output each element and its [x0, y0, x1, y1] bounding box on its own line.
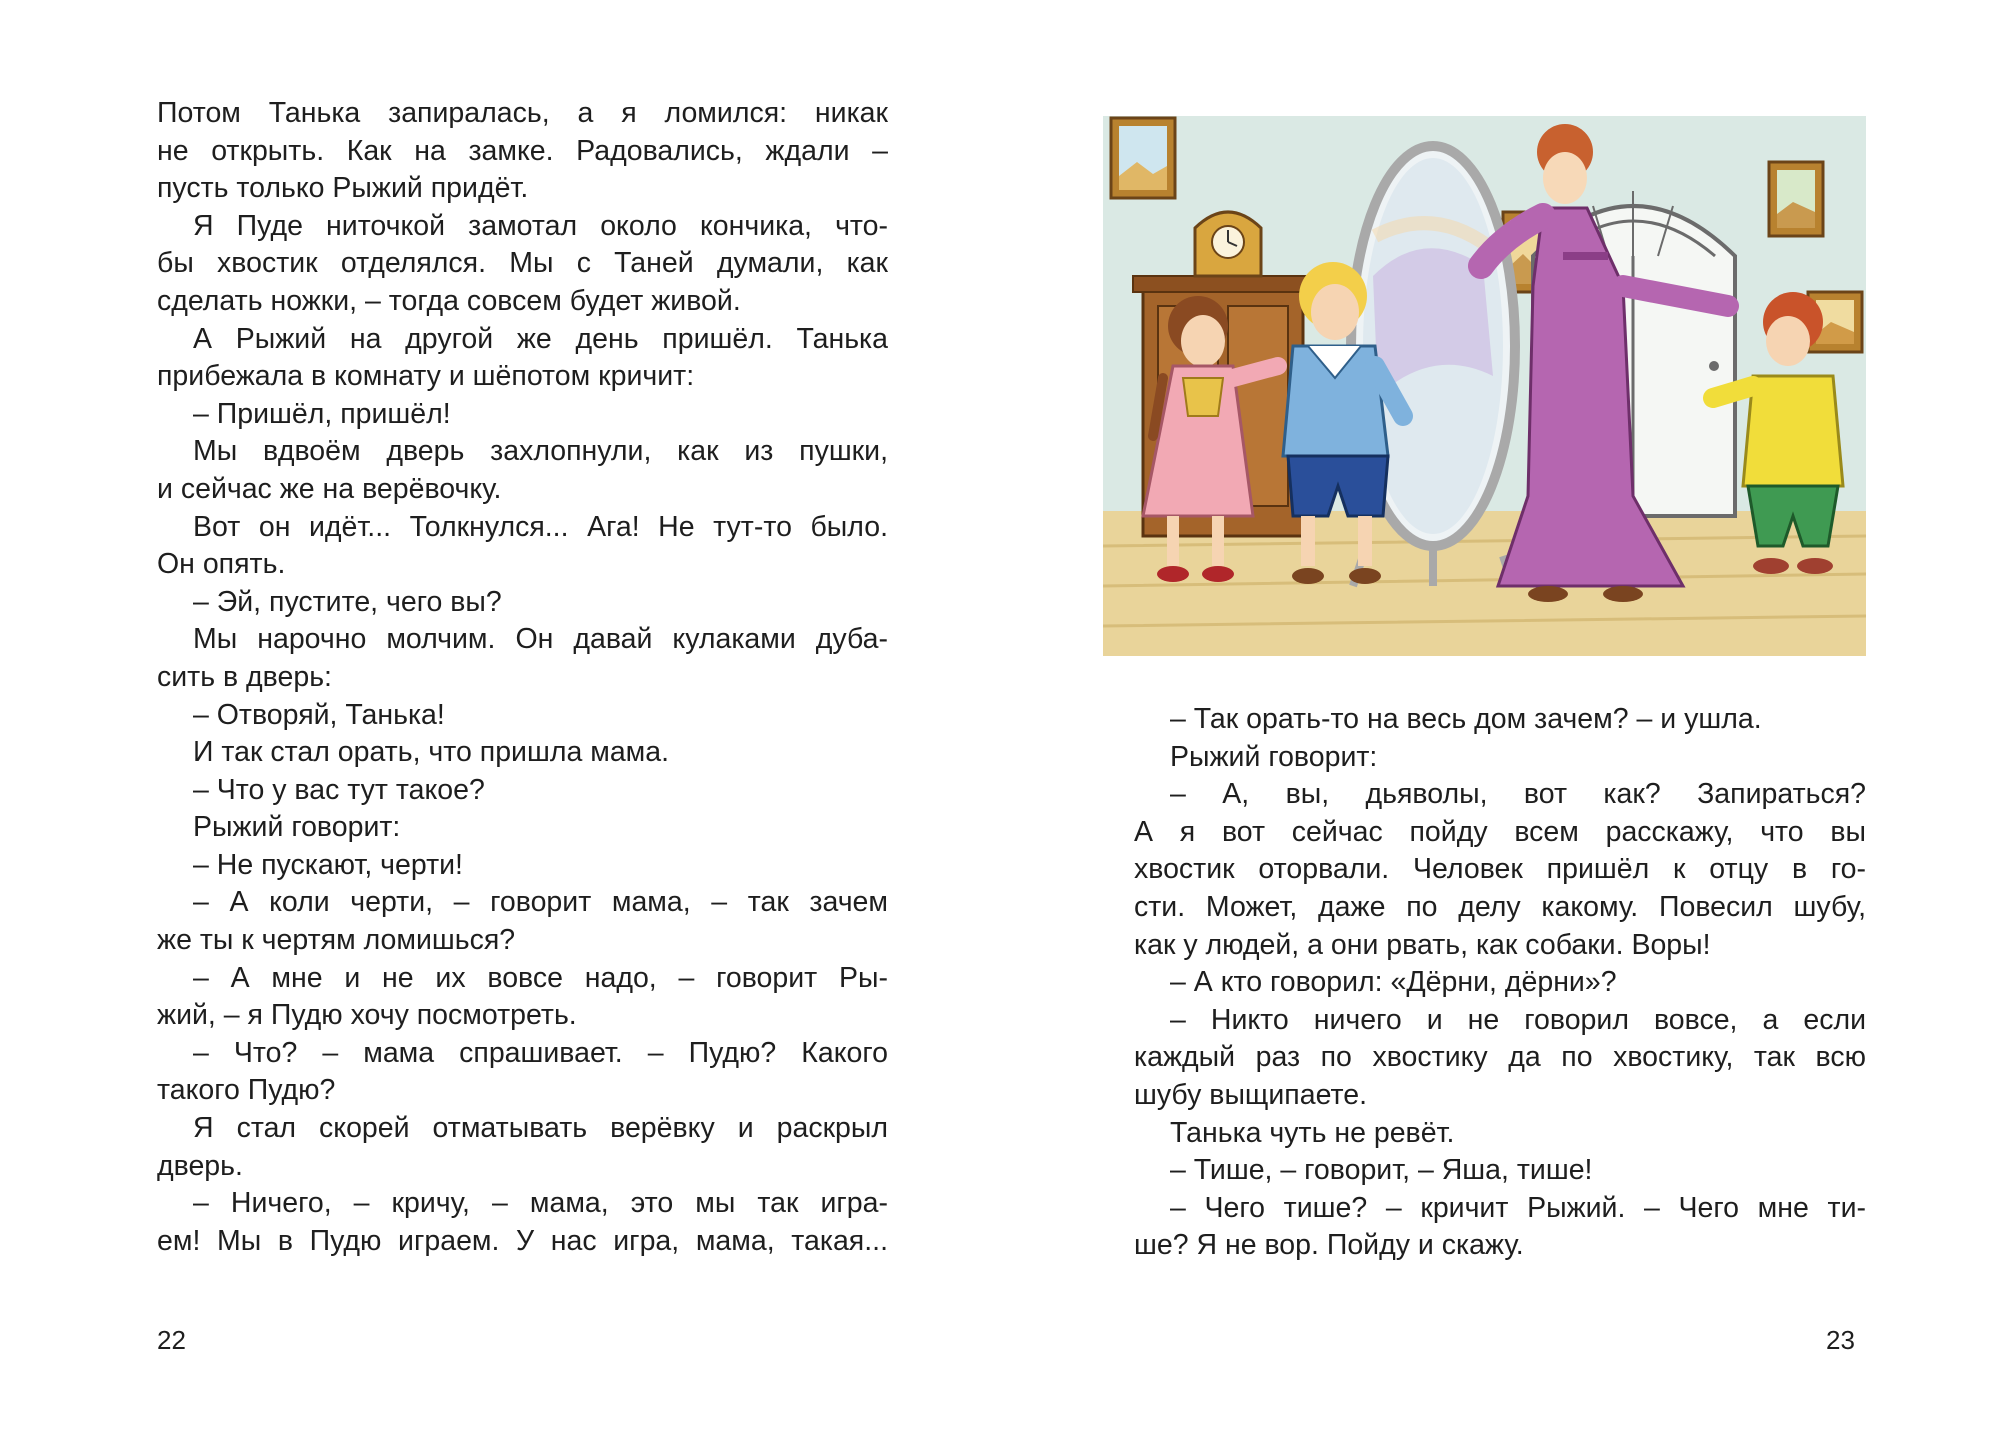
text-line: – Что у вас тут такое?: [193, 773, 485, 806]
text-line: Потом Танька запиралась, а я ломился: никак: [157, 97, 888, 129]
text-line: пусть только Рыжий придёт.: [157, 172, 529, 205]
text-line: как у людей, а они рвать, как собаки. Воры!: [1134, 928, 1711, 961]
text-line: – Тише, – говорит, – Яша, тише!: [1170, 1154, 1593, 1187]
text-line: Я стал скорей отматывать верёвку и раскрыл: [193, 1112, 888, 1145]
text-line: А Рыжий на другой же день пришёл. Танька: [193, 322, 888, 355]
text-line: – Так орать-то на весь дом зачем? – и ушла.: [1170, 703, 1762, 735]
text-line: и сейчас же на верёвочку.: [157, 472, 502, 505]
text-line: – Пришёл, пришёл!: [193, 397, 451, 430]
right-page-text: [1134, 701, 1866, 1265]
story-illustration: [1103, 116, 1866, 656]
text-line: – Не пускают, черти!: [193, 848, 463, 881]
text-line: И так стал орать, что пришла мама.: [193, 736, 670, 769]
text-line: А я вот сейчас пойду всем расскажу, что вы: [1134, 815, 1866, 848]
text-line: Мы вдвоём дверь захлопнули, как из пушки,: [193, 435, 888, 468]
text-line: – А кто говорил: «Дёрни, дёрни»?: [1170, 966, 1617, 999]
text-line: – Никто ничего и не говорил вовсе, а если: [1170, 1003, 1866, 1036]
text-line: сти. Может, даже по делу какому. Повесил шубу,: [1134, 890, 1866, 923]
text-line: – Отворяй, Танька!: [193, 698, 445, 731]
text-line: жий, – я Пудю хочу посмотреть.: [157, 999, 577, 1032]
illustration-drawing: [1103, 116, 1866, 656]
text-line: шубу выщипаете.: [1134, 1078, 1367, 1111]
text-line: такого Пудю?: [157, 1074, 336, 1107]
text-line: не открыть. Как на замке. Радовались, ждали –: [157, 134, 888, 167]
left-page-text: [157, 95, 888, 1260]
text-line: Вот он идёт... Толкнулся... Ага! Не тут-то было.: [193, 510, 888, 543]
text-line: сделать ножки, – тогда совсем будет живой.: [157, 284, 741, 317]
text-line: – Чего тише? – кричит Рыжий. – Чего мне ти-: [1170, 1191, 1866, 1224]
page-number-right: 23: [1826, 1325, 1855, 1355]
text-line: прибежала в комнату и шёпотом кричит:: [157, 360, 695, 393]
text-line: каждый раз по хвостику да по хвостику, так всю: [1134, 1041, 1866, 1074]
text-line: Рыжий говорит:: [193, 811, 401, 844]
text-line: бы хвостик отделялся. Мы с Таней думали, как: [157, 247, 888, 280]
text-line: Я Пуде ниточкой замотал около кончика, что-: [193, 209, 888, 242]
text-line: – А мне и не их вовсе надо, – говорит Ры-: [193, 961, 888, 994]
text-line: – Ничего, – кричу, – мама, это мы так игра-: [193, 1187, 888, 1220]
text-line: – А коли черти, – говорит мама, – так зачем: [193, 886, 888, 919]
text-line: Он опять.: [157, 548, 286, 581]
text-line: Мы нарочно молчим. Он давай кулаками дуба-: [193, 623, 888, 656]
text-line: – А, вы, дьяволы, вот как? Запираться?: [1170, 778, 1866, 811]
text-line: Рыжий говорит:: [1170, 740, 1378, 773]
text-line: хвостик оторвали. Человек пришёл к отцу в го-: [1134, 853, 1866, 886]
text-line: – Эй, пустите, чего вы?: [193, 585, 502, 618]
page-number-left: 22: [157, 1325, 186, 1355]
right-page: [1000, 0, 2000, 1451]
text-line: дверь.: [157, 1149, 243, 1182]
picture-frame-left: [1111, 118, 1175, 198]
text-line: сить в дверь:: [157, 660, 332, 693]
text-line: же ты к чертям ломишься?: [157, 924, 516, 957]
text-line: Танька чуть не ревёт.: [1170, 1116, 1455, 1149]
text-line: – Что? – мама спрашивает. – Пудю? Какого: [193, 1036, 888, 1069]
text-line: ше? Я не вор. Пойду и скажу.: [1134, 1229, 1524, 1262]
clock: [1195, 212, 1261, 276]
text-line: ем! Мы в Пудю играем. У нас игра, мама, такая...: [157, 1224, 888, 1257]
picture-frame-right-top: [1769, 162, 1823, 236]
